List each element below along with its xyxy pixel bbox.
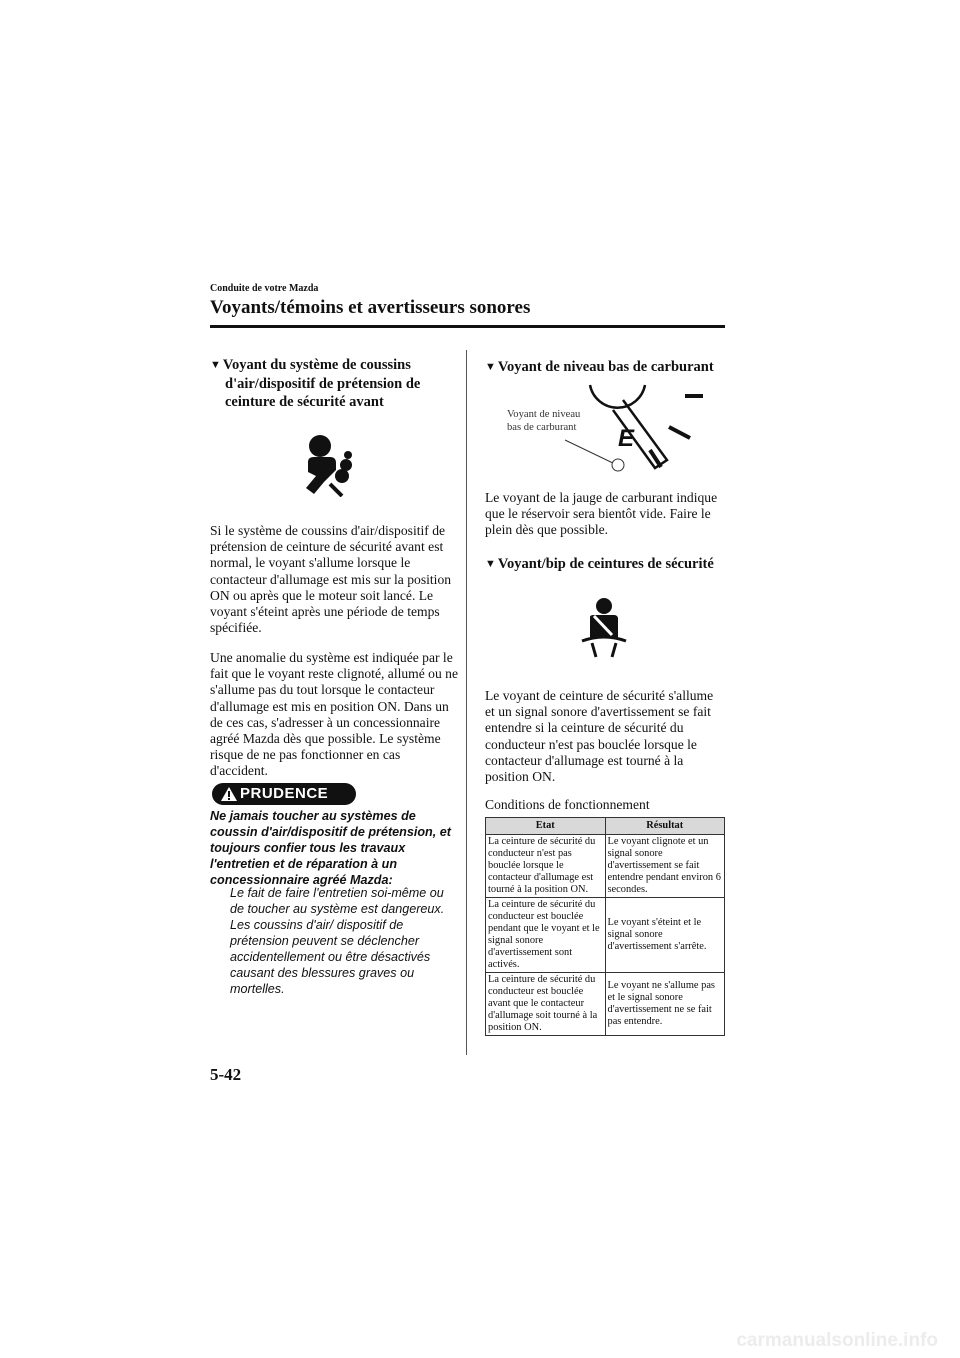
table-cell: La ceinture de sécurité du conducteur est bouclée avant que le contacteur d'allumage soit tourné à la position ON. [486,973,606,1036]
fuel-paragraph: Le voyant de la jauge de carburant indique que le réservoir sera bientôt vide. Faire le plein dès que possible. [485,490,718,538]
table-cell: Le voyant clignote et un signal sonore d'avertissement se fait entendre pendant environ 6 secondes. [605,835,725,898]
airbag-paragraph-2: Une anomalie du système est indiquée par le fait que le voyant reste clignoté, allumé ou ne s'allume pas du tout lorsque le contacteur d'allumage est mis en position ON. Dans un de ces cas, s'adresser à un concessionnaire agréé Mazda dès que possible. Le système risque de ne pas fonctionner en cas d'accident. [210,650,458,779]
fuel-heading [485,358,725,377]
table-row [486,973,725,1036]
header-divider [210,325,725,328]
column-divider [466,350,467,1055]
watermark: carmanualsonline.info [736,1330,938,1351]
table-row [486,898,725,973]
seatbelt-paragraph: Le voyant de ceinture de sécurité s'allume et un signal sonore d'avertissement se fait entendre si la ceinture de sécurité du conducteur n'est pas bouclée lorsque le contacteur d'allumage est tourné à la position ON. [485,688,714,785]
triangle-bullet-icon: ▼ [210,359,221,371]
table-header-state: Etat [486,818,606,835]
airbag-heading-line2: d'air/dispositif de prétension de [225,376,421,392]
conditions-title: Conditions de fonctionnement [485,797,650,812]
seatbelt-heading [485,555,725,574]
caution-detail-text: Le fait de faire l'entretien soi-même ou de toucher au système est dangereux. Les coussins d'air/ dispositif de prétension peuvent se déclencher accidentellement ou être désactivés causant des blessures graves ou mortelles. [230,886,445,996]
table-header-result: Résultat [605,818,725,835]
table-header-row [486,818,725,835]
triangle-bullet-icon: ▼ [485,558,496,570]
airbag-paragraph-1: Si le système de coussins d'air/dispositif de prétension de ceinture de sécurité avant est normal, le voyant s'allume lorsque le contacteur d'allumage est mis sur la position ON ou après que le moteur soit lancé. Le voyant s'éteint après une période de temps spécifiée. [210,523,452,636]
fuel-caption-line2: bas de carburant [507,422,577,433]
seatbelt-heading-text: Voyant/bip de ceintures de sécurité [497,556,714,572]
fuel-gauge-empty-label: E [618,425,635,452]
seatbelt-warning-icon [578,597,630,659]
warning-triangle-icon [220,786,238,802]
airbag-heading-line1: Voyant du système de coussins [222,357,411,373]
table-cell: La ceinture de sécurité du conducteur n'est pas bouclée lorsque le contacteur d'allumage est tourné à la position ON. [486,835,606,898]
airbag-heading [210,356,460,411]
triangle-bullet-icon: ▼ [485,361,496,373]
caution-badge [212,783,356,805]
page-number: 5-42 [210,1065,242,1084]
table-cell: Le voyant s'éteint et le signal sonore d'avertissement s'arrête. [605,898,725,973]
conditions-table [485,817,725,1036]
airbag-warning-icon [300,432,360,497]
chapter-title: Voyants/témoins et avertisseurs sonores [210,297,531,318]
fuel-heading-text: Voyant de niveau bas de carburant [497,359,714,375]
table-cell: Le voyant ne s'allume pas et le signal sonore d'avertissement ne se fait pas entendre. [605,973,725,1036]
section-label: Conduite de votre Mazda [210,283,319,294]
table-cell: La ceinture de sécurité du conducteur est bouclée pendant que le voyant et le signal sonore d'avertissement sont activés. [486,898,606,973]
caution-bold-text: Ne jamais toucher au systèmes de coussin d'air/dispositif de prétension, et toujours confier tous les travaux l'entretien et de réparation à un concessionnaire agréé Mazda: [210,809,451,887]
caution-label: PRUDENCE [240,785,329,802]
fuel-caption-line1: Voyant de niveau [507,409,581,420]
airbag-heading-line3: ceinture de sécurité avant [225,394,384,410]
table-row [486,835,725,898]
